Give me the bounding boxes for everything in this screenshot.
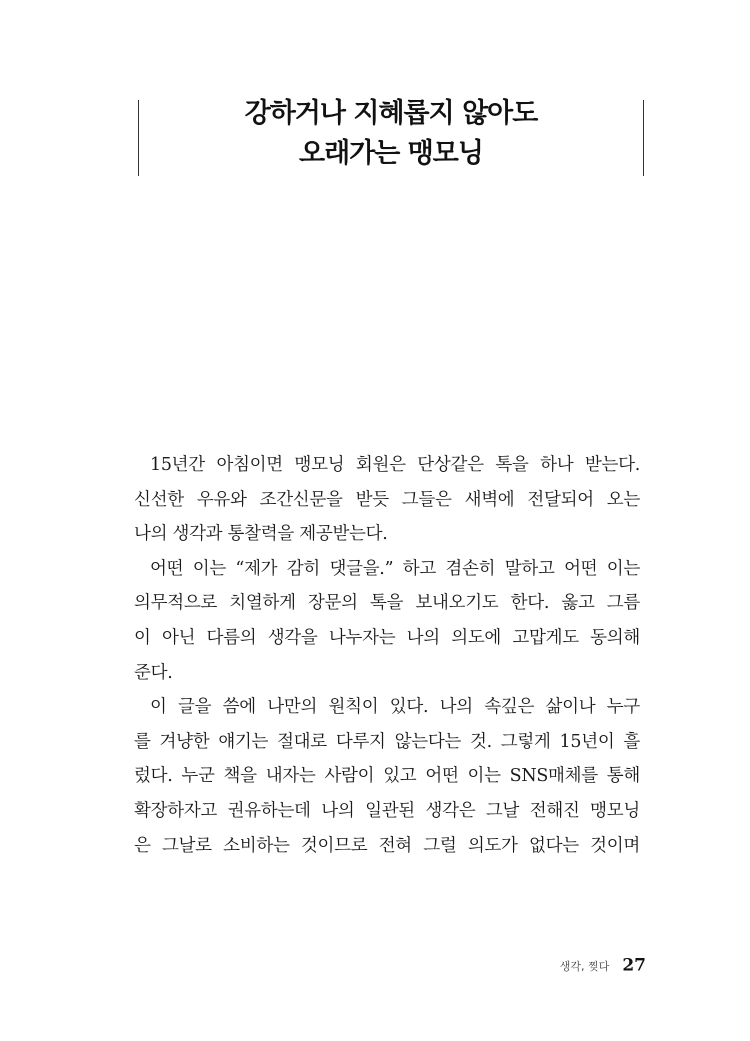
body-line: 이 아닌 다름의 생각을 나누자는 나의 의도에 고맙게도 동의해 [134,627,640,648]
page-footer [560,955,646,976]
body-line: 준다. [134,662,173,683]
body-line: 15년간 아침이면 맹모닝 회원은 단상같은 톡을 하나 받는다. [150,455,640,475]
body-line: 이 글을 씀에 나만의 원칙이 있다. 나의 속깊은 삶이나 누구 [150,697,640,718]
body-line: 렀다. 누군 책을 내자는 사람이 있고 어떤 이는 SNS매체를 통해 [134,766,640,787]
chapter-title-line-1: 강하거나 지혜롭지 않아도 [244,98,538,129]
body-text [134,448,640,863]
chapter-title-line-2: 오래가는 맹모닝 [299,138,483,169]
section-label: 생각, 찢다 [559,959,610,973]
body-line: 를 겨냥한 얘기는 절대로 다루지 않는다는 것. 그렇게 15년이 흘 [134,731,640,752]
body-line: 어떤 이는 “제가 감히 댓글을.” 하고 겸손히 말하고 어떤 이는 [150,558,640,579]
chapter-title-block [138,100,644,176]
body-line: 확장하자고 권유하는데 나의 일관된 생각은 그날 전해진 맹모닝 [134,800,640,821]
body-line: 의무적으로 치열하게 장문의 톡을 보내오기도 한다. 옳고 그름 [134,593,640,614]
body-line: 신선한 우유와 조간신문을 받듯 그들은 새벽에 전달되어 오는 [134,489,640,510]
body-line: 은 그날로 소비하는 것이므로 전혀 그럴 의도가 없다는 것이며 [134,835,640,856]
page-number: 27 [622,955,646,976]
body-line: 나의 생각과 통찰력을 제공받는다. [134,524,388,545]
